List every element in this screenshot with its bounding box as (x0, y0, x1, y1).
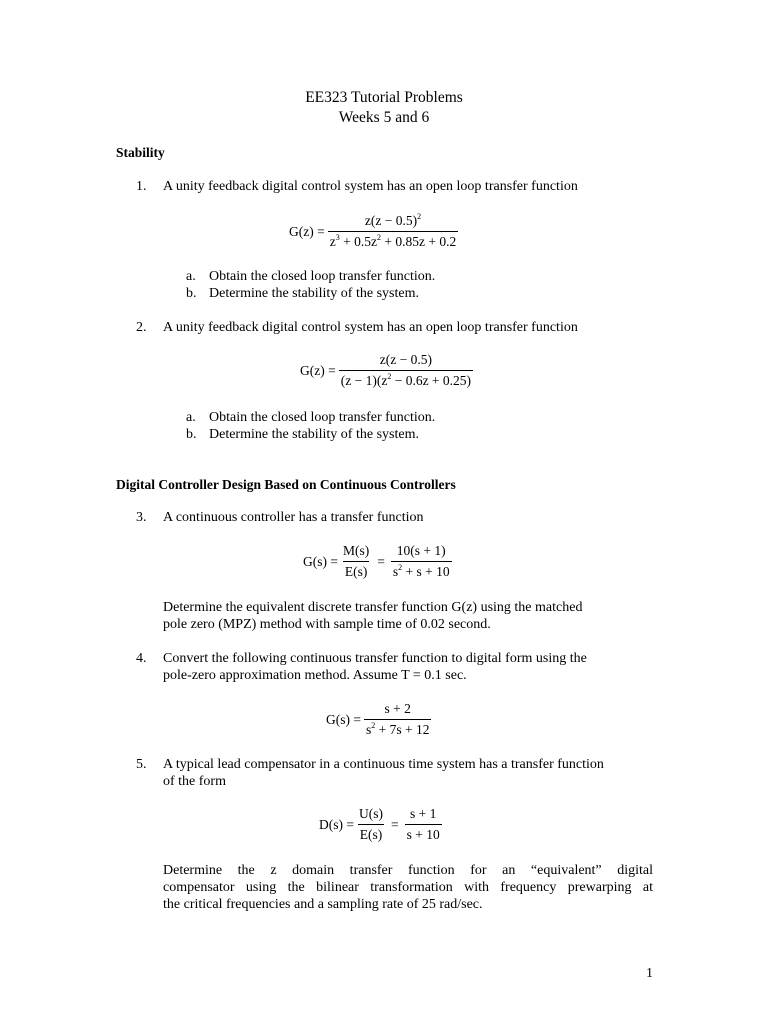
problem-4-number: 4. (136, 651, 147, 666)
equation-fraction-1 (357, 806, 385, 843)
problem-5-number: 5. (136, 757, 147, 772)
section-heading-stability: Stability (116, 145, 165, 160)
section-heading-digital-controller-design: Digital Controller Design Based on Continuous Controllers (116, 477, 456, 492)
problem-1-b-text: Determine the stability of the system. (209, 286, 419, 301)
problem-5-paragraph-line-1: Determine the z domain transfer function for an “equivalent” digital (163, 863, 653, 878)
problem-1-a-text: Obtain the closed loop transfer function. (209, 269, 436, 284)
equation-numerator: U(s) (358, 806, 383, 821)
equation-numerator: $z(z - 0.5)^2$ (364, 212, 422, 228)
problem-3-equation (303, 543, 455, 580)
equation-denominator: $s^2 + s + 10$ (392, 563, 450, 579)
equation-fraction-1 (341, 543, 371, 580)
equation-lhs: D(s) = (319, 817, 354, 832)
equation-fraction-2 (391, 543, 452, 580)
equation-equals: = (377, 554, 385, 569)
equation-equals: = (390, 817, 399, 832)
problem-5-paragraph-line-3: the critical frequencies and a sampling rate of 25 rad/sec. (163, 897, 483, 912)
document-title: EE323 Tutorial Problems (305, 89, 463, 106)
equation-lhs: G(z) = (300, 363, 336, 378)
problem-1-number: 1. (136, 179, 147, 194)
problem-1-equation (289, 213, 461, 250)
equation-lhs: G(s) = (326, 712, 361, 727)
equation-denominator: E(s) (358, 824, 385, 843)
problem-1-text: A unity feedback digital control system has an open loop transfer function (163, 179, 578, 194)
problem-3-text: A continuous controller has a transfer function (163, 510, 424, 525)
equation-numerator: M(s) (342, 543, 370, 558)
document-subtitle: Weeks 5 and 6 (338, 109, 430, 126)
equation-numerator: 10(s + 1) (396, 543, 446, 558)
problem-3-line-1: Determine the equivalent discrete transfer function G(z) using the matched (163, 600, 583, 615)
equation-fraction (364, 701, 432, 738)
problem-3-line-2: pole zero (MPZ) method with sample time of 0.02 second. (163, 617, 491, 632)
problem-5-paragraph-line-2: compensator using the bilinear transformation with frequency prewarping at (163, 880, 653, 895)
problem-3-number: 3. (136, 510, 147, 525)
problem-5-line-2: of the form (163, 774, 226, 789)
equation-lhs: G(z) = (289, 224, 325, 239)
problem-5-equation (319, 806, 445, 843)
problem-5-line-1: A typical lead compensator in a continuous time system has a transfer function (163, 757, 604, 772)
problem-4-line-1: Convert the following continuous transfer function to digital form using the (163, 651, 587, 666)
problem-2-number: 2. (136, 320, 147, 335)
equation-numerator: z(z − 0.5) (379, 352, 432, 367)
equation-fraction (339, 352, 473, 389)
problem-2-a-text: Obtain the closed loop transfer function. (209, 410, 436, 425)
problem-2-equation (300, 352, 476, 389)
equation-denominator: E(s) (343, 561, 370, 580)
problem-1-b-label: b. (186, 286, 197, 301)
problem-4-line-2: pole-zero approximation method. Assume T = 0.1 sec. (163, 668, 467, 683)
problem-4-equation (326, 701, 434, 738)
problem-2-b-text: Determine the stability of the system. (209, 427, 419, 442)
equation-denominator: $s^2 + 7s + 12$ (365, 721, 430, 737)
page-number: 1 (646, 966, 653, 981)
problem-2-a-label: a. (186, 410, 196, 425)
problem-2-text: A unity feedback digital control system has an open loop transfer function (163, 320, 578, 335)
equation-lhs: G(s) = (303, 554, 338, 569)
problem-1-a-label: a. (186, 269, 196, 284)
equation-fraction-2 (405, 806, 442, 843)
equation-denominator: s + 10 (405, 824, 442, 843)
equation-numerator: s + 1 (409, 806, 437, 821)
equation-denominator: $(z - 1)(z^2 - 0.6z + 0.25)$ (340, 372, 472, 388)
equation-numerator: s + 2 (384, 701, 411, 716)
equation-denominator: $z^3 + 0.5z^2 + 0.85z + 0.2$ (329, 233, 457, 249)
problem-2-b-label: b. (186, 427, 197, 442)
equation-fraction (328, 213, 458, 250)
